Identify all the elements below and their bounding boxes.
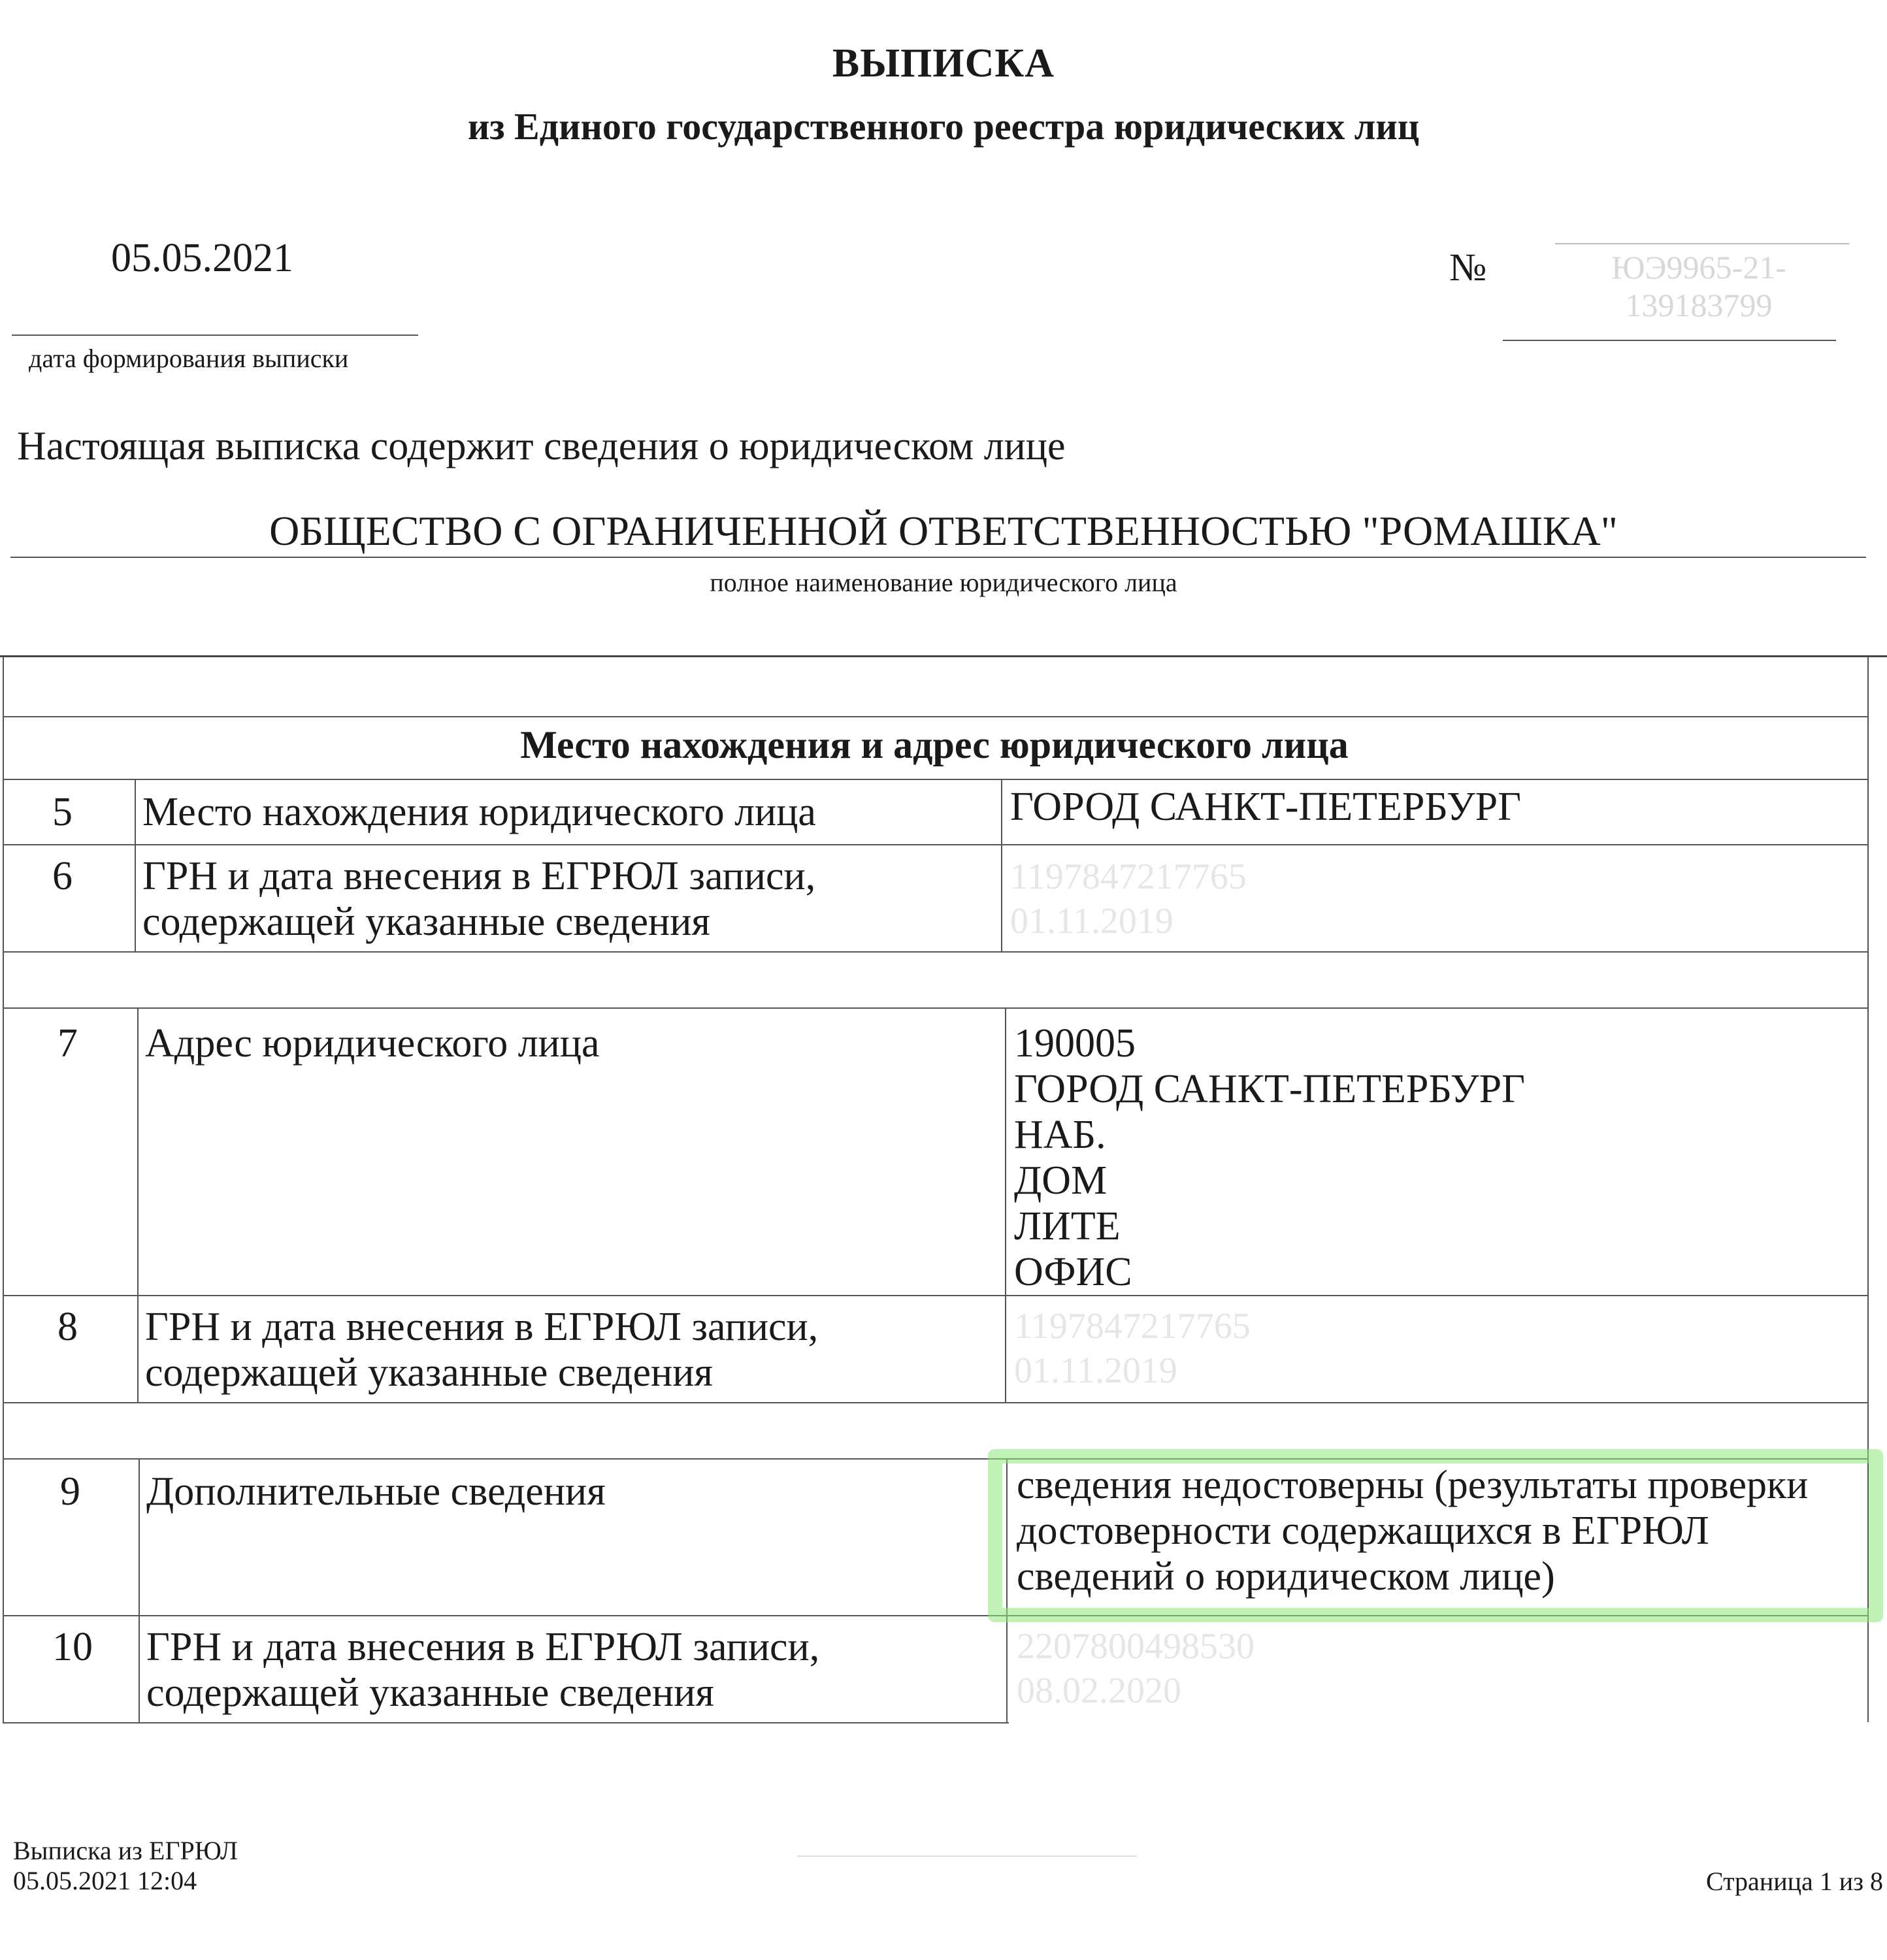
number-faded: ЮЭ9965-21- 139183799 bbox=[1611, 249, 1786, 323]
date-underline bbox=[12, 335, 418, 336]
row-number: 7 bbox=[57, 1021, 78, 1066]
col-divider bbox=[135, 844, 136, 951]
row-label: ГРН и дата внесения в ЕГРЮЛ записи, содержащей указанные сведения bbox=[146, 1625, 820, 1715]
document-subtitle: из Единого государственного реестра юридических лиц bbox=[467, 105, 1420, 148]
col-divider bbox=[137, 1295, 139, 1402]
row-separator bbox=[3, 1722, 1009, 1723]
row-number: 9 bbox=[60, 1469, 80, 1514]
row-value-redacted: 1197847217765 01.11.2019 bbox=[1010, 857, 1247, 941]
highlight-marker bbox=[988, 1449, 1883, 1622]
col-divider bbox=[1006, 1615, 1008, 1722]
row-value-redacted: 2207800498530 08.02.2020 bbox=[1017, 1626, 1255, 1711]
row-label: Адрес юридического лица bbox=[145, 1021, 600, 1066]
col-divider bbox=[1001, 779, 1002, 844]
row-separator bbox=[3, 716, 1869, 717]
row-number: 5 bbox=[52, 790, 73, 834]
number-underline bbox=[1503, 340, 1836, 341]
footer-title: Выписка из ЕГРЮЛ bbox=[13, 1836, 238, 1865]
row-value-redacted: 1197847217765 01.11.2019 bbox=[1014, 1306, 1251, 1391]
col-divider bbox=[1001, 844, 1002, 951]
extract-date: 05.05.2021 bbox=[111, 236, 293, 280]
row-label: ГРН и дата внесения в ЕГРЮЛ записи, содержащей указанные сведения bbox=[145, 1305, 819, 1395]
row-number: 6 bbox=[52, 854, 73, 898]
col-divider bbox=[139, 1458, 140, 1615]
document-title: ВЫПИСКА bbox=[832, 41, 1055, 86]
table-row bbox=[0, 844, 1869, 951]
footer-faded-mark bbox=[797, 1855, 1137, 1861]
col-divider bbox=[1005, 1007, 1006, 1295]
row-value-address: 190005 ГОРОД САНКТ-ПЕТЕРБУРГ НАБ. ДОМ ЛИТЕ ОФИС bbox=[1014, 1021, 1525, 1294]
col-divider bbox=[137, 1007, 139, 1295]
footer-left bbox=[13, 1836, 238, 1896]
row-label: Дополнительные сведения bbox=[146, 1469, 606, 1514]
section-title: Место нахождения и адрес юридического лица bbox=[520, 723, 1349, 766]
org-name-underline bbox=[10, 557, 1866, 558]
org-name-caption: полное наименование юридического лица bbox=[710, 568, 1177, 597]
row-separator bbox=[3, 951, 1869, 953]
row-separator bbox=[3, 1402, 1869, 1403]
number-top-line bbox=[1555, 243, 1849, 244]
org-name: ОБЩЕСТВО С ОГРАНИЧЕННОЙ ОТВЕТСТВЕННОСТЬЮ "РОМАШКА" bbox=[269, 508, 1618, 554]
table-top-border bbox=[0, 655, 1887, 657]
row-number: 8 bbox=[57, 1305, 78, 1349]
col-divider bbox=[1005, 1295, 1006, 1402]
table-row bbox=[0, 1007, 1869, 1295]
table-row bbox=[0, 1295, 1869, 1402]
footer-timestamp: 05.05.2021 12:04 bbox=[13, 1866, 197, 1895]
row-value-additional: сведения недостоверны (результаты проверки достоверности содержащихся в ЕГРЮЛ сведений о юридическом лице) bbox=[1017, 1463, 1809, 1599]
intro-text: Настоящая выписка содержит сведения о юридическом лице bbox=[17, 424, 1066, 468]
col-divider bbox=[139, 1615, 140, 1722]
number-sign: № bbox=[1449, 246, 1487, 289]
row-label: ГРН и дата внесения в ЕГРЮЛ записи, содержащей указанные сведения bbox=[142, 854, 816, 944]
row-label: Место нахождения юридического лица bbox=[142, 790, 816, 834]
table-row bbox=[0, 1615, 1869, 1722]
row-value: ГОРОД САНКТ-ПЕТЕРБУРГ bbox=[1010, 785, 1521, 829]
table-row bbox=[0, 779, 1869, 844]
page-number: Страница 1 из 8 bbox=[1705, 1867, 1883, 1896]
row-number: 10 bbox=[52, 1625, 93, 1669]
col-divider bbox=[135, 779, 136, 844]
date-caption: дата формирования выписки bbox=[29, 344, 349, 373]
